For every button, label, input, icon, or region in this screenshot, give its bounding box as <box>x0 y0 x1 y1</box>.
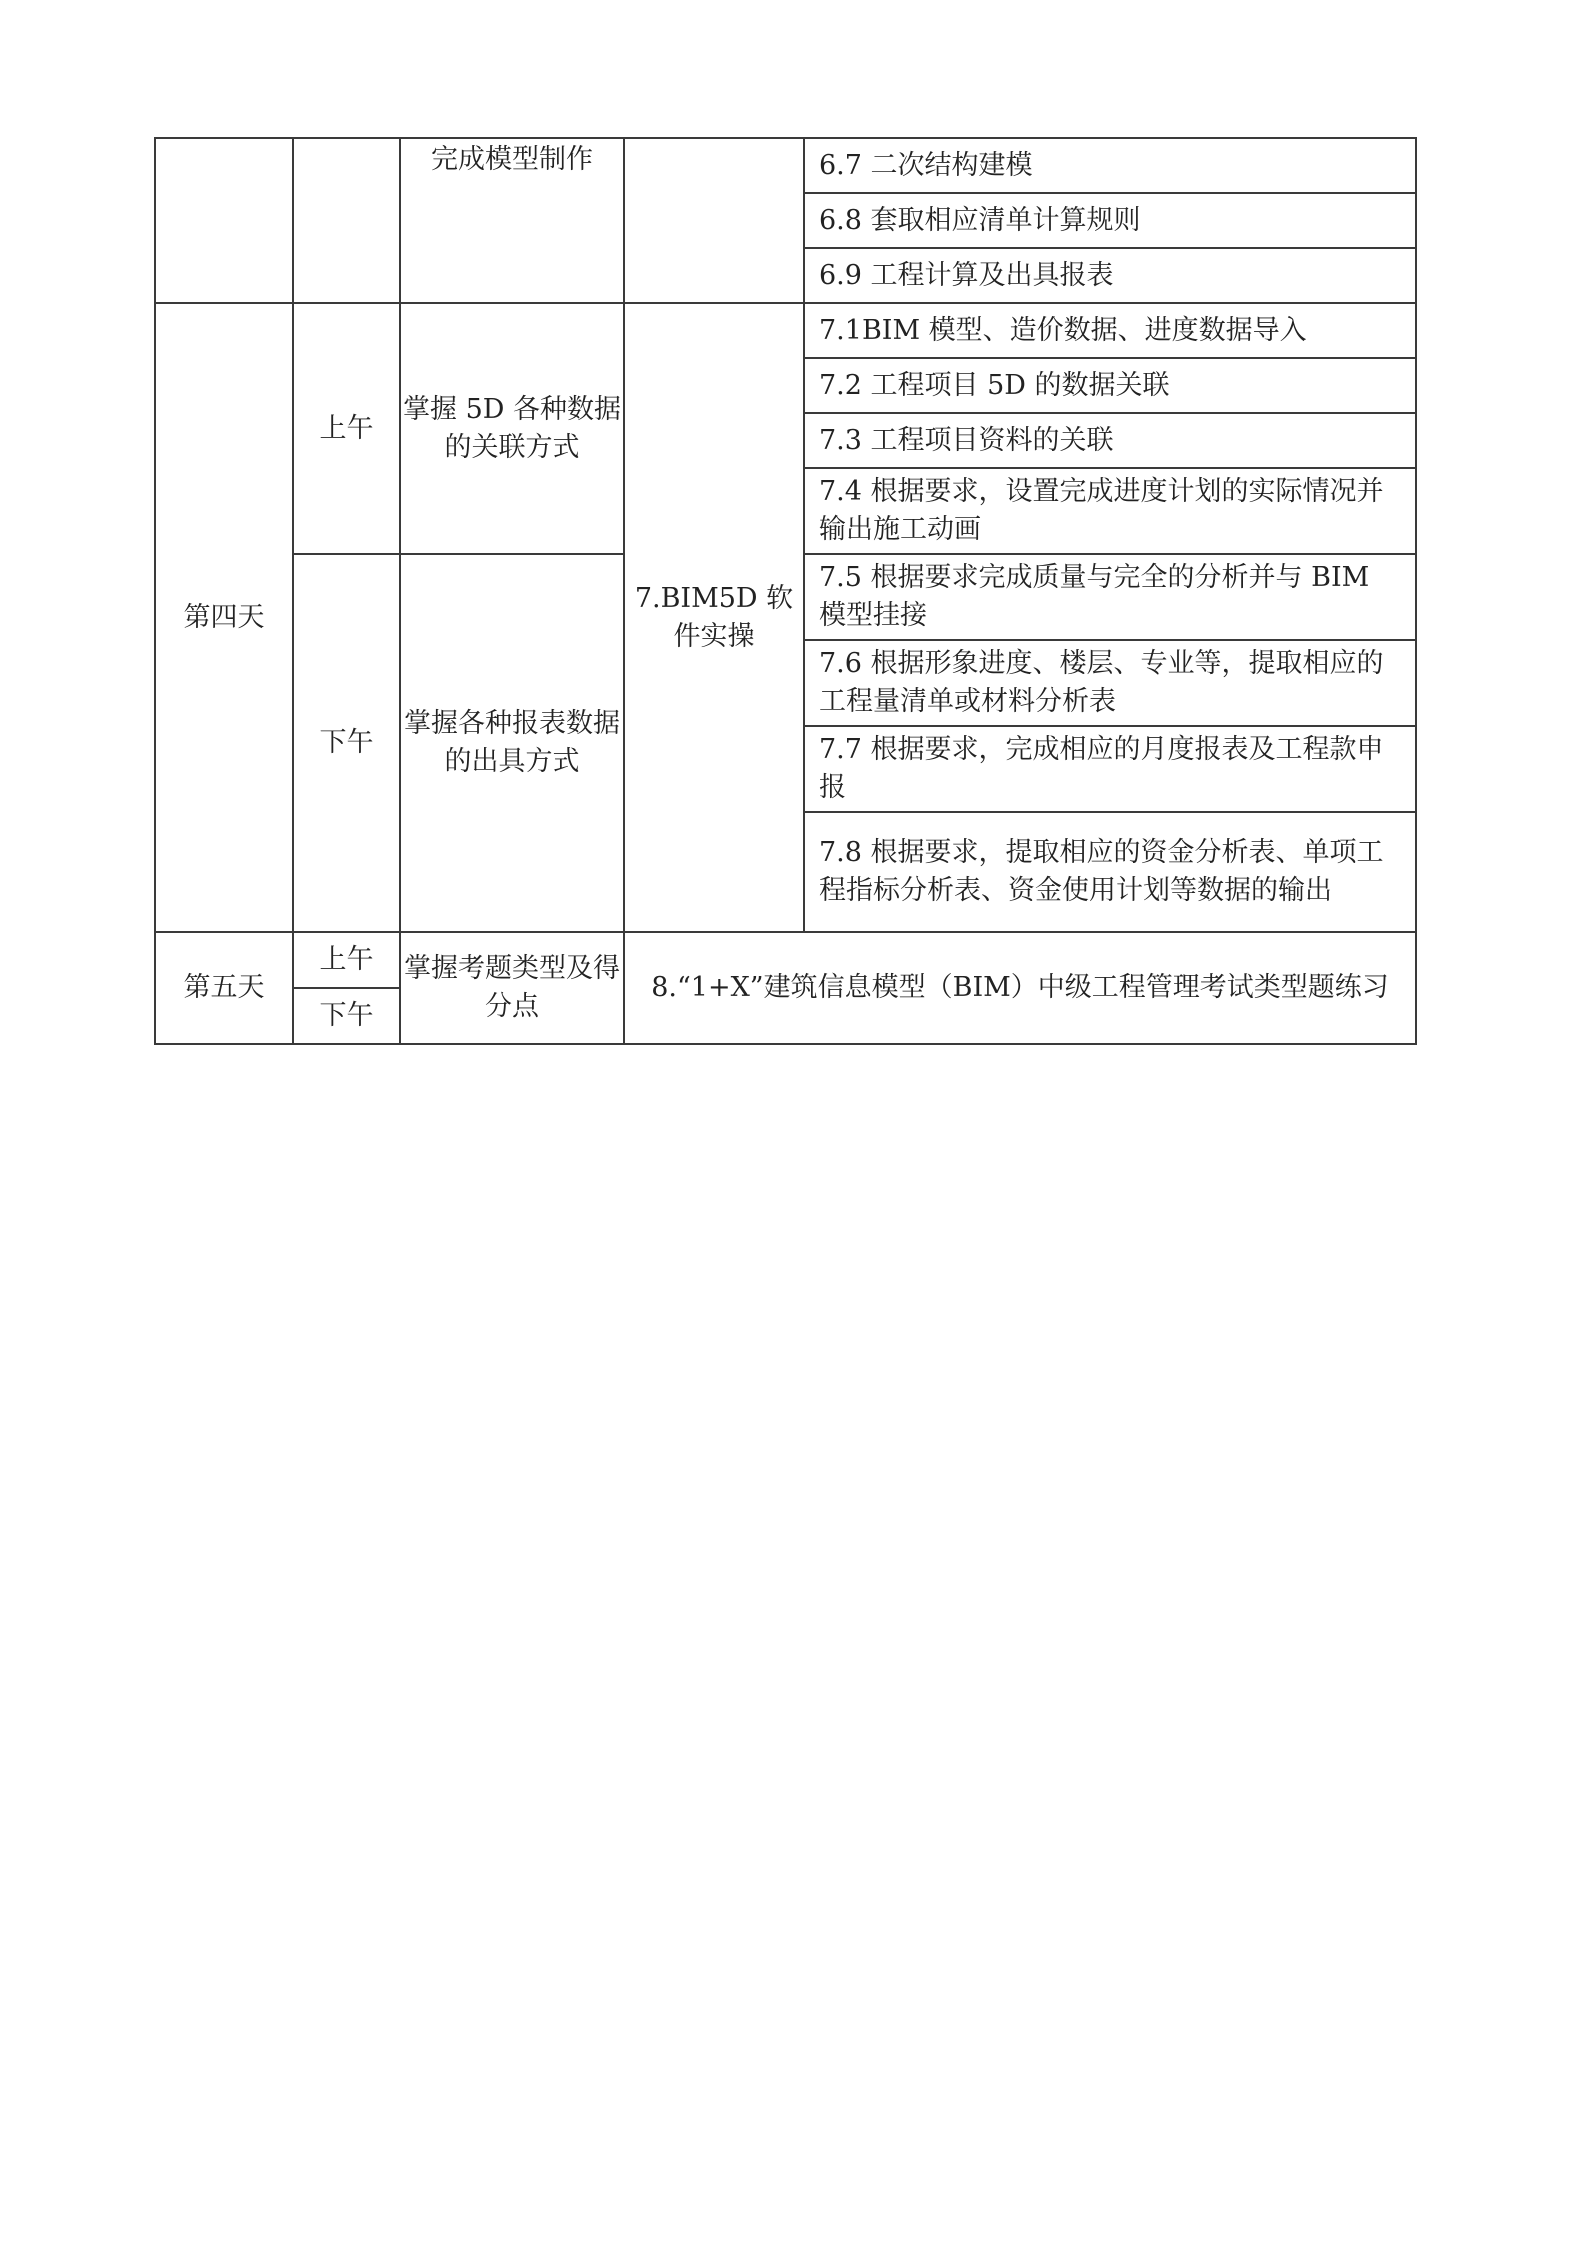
task-item: 7.1BIM 模型、造价数据、进度数据导入 <box>804 303 1416 358</box>
task-item: 6.8 套取相应清单计算规则 <box>804 193 1416 248</box>
topic-cell-empty <box>624 138 804 303</box>
task-item: 7.8 根据要求，提取相应的资金分析表、单项工程指标分析表、资金使用计划等数据的输出 <box>804 812 1416 932</box>
task-item: 7.3 工程项目资料的关联 <box>804 413 1416 468</box>
task-item: 7.5 根据要求完成质量与完全的分析并与 BIM 模型挂接 <box>804 554 1416 640</box>
day-label: 第四天 <box>155 303 293 932</box>
goal-cell: 掌握考题类型及得分点 <box>400 932 624 1044</box>
task-item: 7.6 根据形象进度、楼层、专业等，提取相应的工程量清单或材料分析表 <box>804 640 1416 726</box>
topic-cell: 7.BIM5D 软件实操 <box>624 303 804 932</box>
task-item: 7.4 根据要求，设置完成进度计划的实际情况并输出施工动画 <box>804 468 1416 554</box>
session-cell-empty <box>293 138 400 303</box>
day-label: 第五天 <box>155 932 293 1044</box>
session-label: 下午 <box>293 554 400 932</box>
content-cell: 8.“1+X”建筑信息模型（BIM）中级工程管理考试类型题练习 <box>624 932 1416 1044</box>
task-item: 6.9 工程计算及出具报表 <box>804 248 1416 303</box>
session-label: 下午 <box>293 988 400 1044</box>
goal-cell: 掌握 5D 各种数据的关联方式 <box>400 303 624 554</box>
task-item: 6.7 二次结构建模 <box>804 138 1416 193</box>
goal-cell: 掌握各种报表数据的出具方式 <box>400 554 624 932</box>
goal-cell: 完成模型制作 <box>400 138 624 303</box>
day-cell-empty <box>155 138 293 303</box>
task-item: 7.2 工程项目 5D 的数据关联 <box>804 358 1416 413</box>
training-schedule-table <box>154 137 1417 1045</box>
task-item: 7.7 根据要求，完成相应的月度报表及工程款申报 <box>804 726 1416 812</box>
session-label: 上午 <box>293 932 400 988</box>
session-label: 上午 <box>293 303 400 554</box>
